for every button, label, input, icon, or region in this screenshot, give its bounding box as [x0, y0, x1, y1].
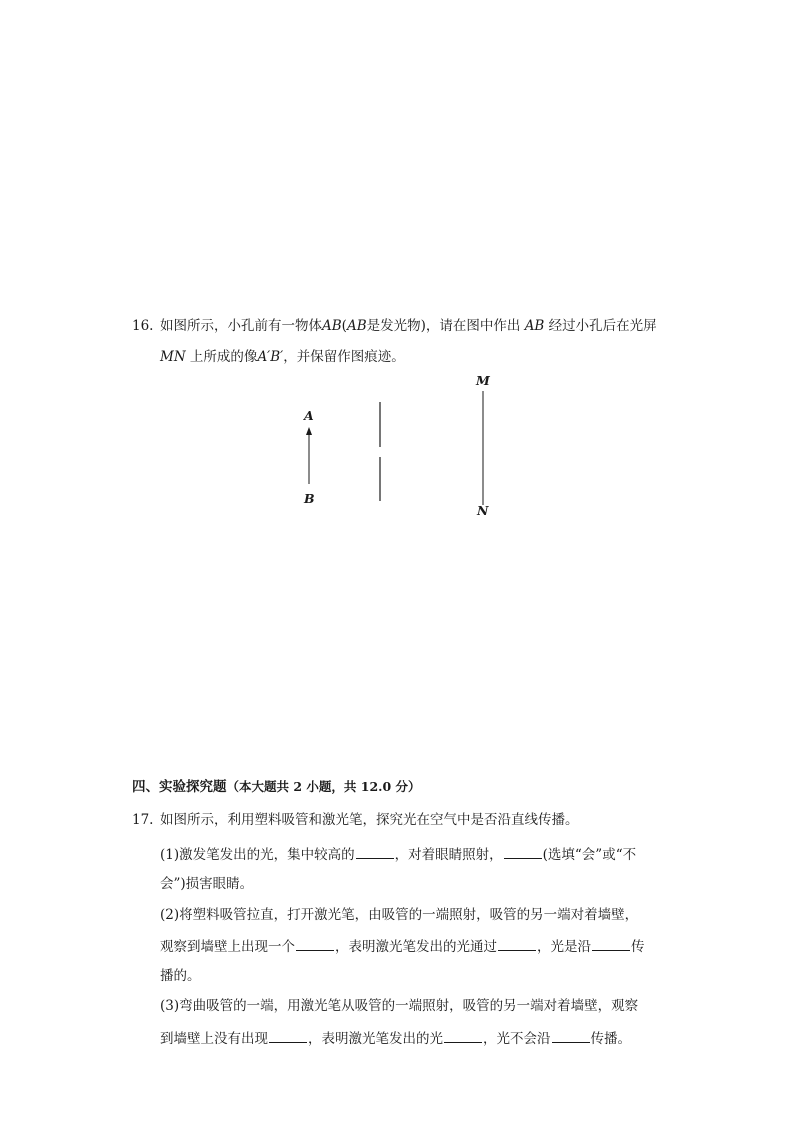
answer-blank[interactable] [592, 937, 630, 951]
question-17-part-2-line-1: (2)将塑料吸管拉直，打开激光笔，由吸管的一端照射，吸管的另一端对着墙壁， [160, 907, 639, 923]
question-17-stem: 如图所示，利用塑料吸管和激光笔，探究光在空气中是否沿直线传播。 [160, 812, 579, 828]
answer-blank[interactable] [444, 1029, 482, 1043]
label-n: N [477, 503, 489, 518]
section-heading: 四、实验探究题（本大题共 2 小题，共 12.0 分） [132, 779, 421, 795]
question-16-line-2: MN 上所成的像A′B′，并保留作图痕迹。 [160, 349, 405, 365]
question-17-part-3-line-1: (3)弯曲吸管的一端，用激光笔从吸管的一端照射，吸管的另一端对着墙壁，观察 [160, 998, 639, 1014]
answer-blank[interactable] [296, 937, 334, 951]
label-a: A [304, 408, 314, 423]
question-17-part-2-line-2: 观察到墙壁上出现一个 ，表明激光笔发出的光通过 ，光是沿 传 [160, 939, 645, 955]
label-m: M [476, 373, 490, 388]
question-number: 17. [132, 812, 154, 828]
answer-blank[interactable] [269, 1029, 307, 1043]
question-17-part-3-line-2: 到墙壁上没有出现 ，表明激光笔发出的光 ，光不会沿 传播。 [160, 1031, 631, 1047]
question-17-part-1-line-2: 会”)损害眼睛。 [160, 876, 254, 892]
question-16-line-1: 如图所示，小孔前有一物体AB(AB是发光物)，请在图中作出 AB 经过小孔后在光屏 [160, 318, 657, 334]
answer-blank[interactable] [504, 845, 542, 859]
question-17-part-2-line-3: 播的。 [160, 968, 201, 984]
answer-blank[interactable] [498, 937, 536, 951]
label-b: B [304, 491, 315, 506]
question-17-part-1-line-1: (1)激发笔发出的光，集中较高的 ，对着眼睛照射， (选填“会”或“不 [160, 847, 637, 863]
arrow-head [306, 427, 312, 435]
answer-blank[interactable] [552, 1029, 590, 1043]
answer-blank[interactable] [356, 845, 394, 859]
question-number: 16. [132, 318, 154, 334]
